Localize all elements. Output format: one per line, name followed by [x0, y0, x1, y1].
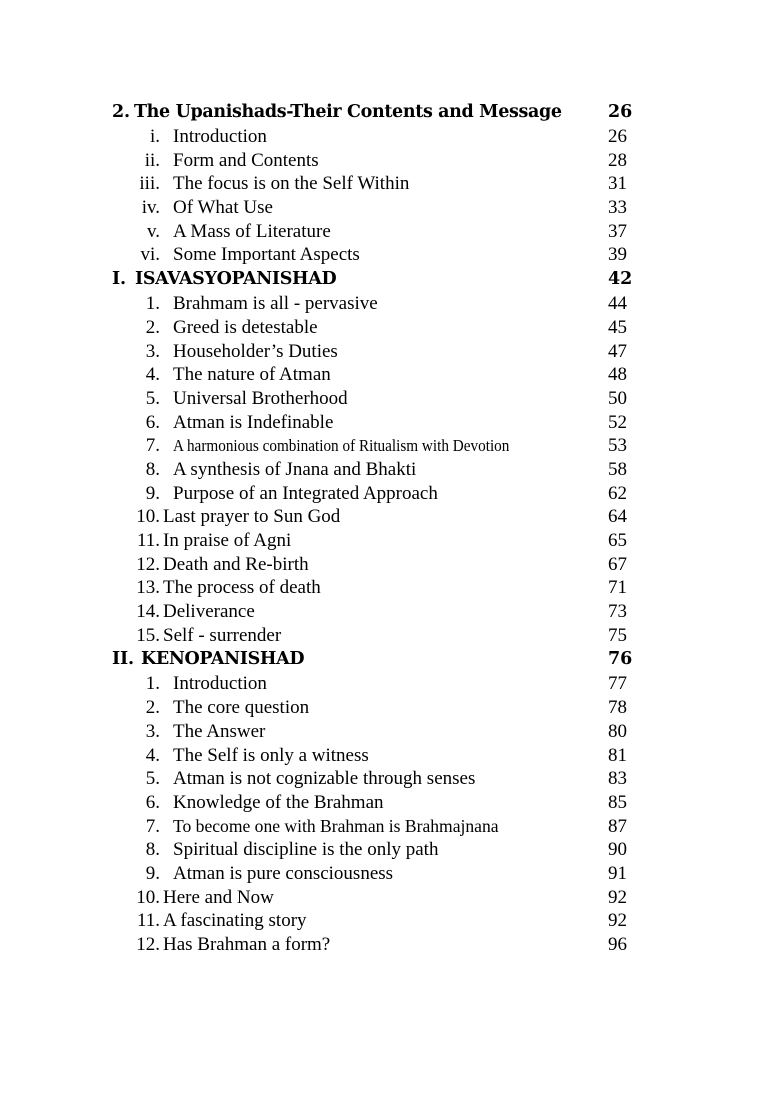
entry-number: 12. — [136, 553, 160, 575]
entry-label: Greed is detestable — [173, 316, 318, 338]
entry-number: 1. — [145, 293, 160, 315]
toc-entry[interactable] — [112, 553, 672, 577]
entry-label: A harmonious combination of Ritualism with Devotion — [173, 436, 510, 456]
entry-number: 11. — [136, 530, 160, 551]
entry-label: Has Brahman a form? — [163, 934, 331, 955]
toc-entry[interactable] — [112, 363, 672, 387]
section-page-number: 76 — [608, 649, 633, 670]
toc-section-heading[interactable] — [112, 647, 672, 672]
toc-entry[interactable] — [112, 529, 672, 553]
entry-label: The core question — [173, 697, 310, 719]
entry-page-number: 45 — [608, 316, 627, 338]
entry-number: v. — [146, 220, 160, 242]
entry-label: Here and Now — [163, 886, 274, 908]
toc-entry[interactable] — [112, 909, 672, 933]
entry-label: Universal Brotherhood — [173, 387, 348, 409]
entry-page-number: 58 — [608, 458, 627, 480]
section-title: ISAVASYOPANISHAD — [135, 269, 337, 290]
entry-label: Self - surrender — [163, 624, 282, 646]
entry-page-number: 26 — [608, 126, 627, 147]
entry-page-number: 64 — [608, 506, 627, 528]
toc-entry[interactable] — [112, 125, 672, 149]
entry-label: Purpose of an Integrated Approach — [173, 482, 438, 504]
entry-page-number: 96 — [608, 934, 627, 955]
entry-number: 15. — [136, 624, 160, 646]
entry-label: Atman is pure consciousness — [173, 862, 394, 884]
toc-entry[interactable] — [112, 292, 672, 316]
entry-page-number: 62 — [608, 482, 627, 504]
toc-section — [112, 267, 672, 647]
entry-page-number: 78 — [608, 697, 627, 719]
entry-number: 4. — [145, 364, 160, 386]
entry-label: The focus is on the Self Within — [173, 173, 410, 195]
entry-page-number: 80 — [608, 720, 627, 742]
entry-label: Introduction — [173, 126, 267, 147]
toc-entry[interactable] — [112, 767, 672, 791]
toc-entry[interactable] — [112, 172, 672, 196]
entry-number: 9. — [145, 482, 160, 504]
entry-label: Last prayer to Sun God — [163, 506, 341, 528]
entry-page-number: 33 — [608, 197, 627, 219]
entry-number: 8. — [145, 839, 160, 861]
toc-entry[interactable] — [112, 624, 672, 648]
entry-number: 11. — [136, 910, 160, 932]
entry-number: 9. — [145, 862, 160, 884]
entry-label: Of What Use — [173, 197, 273, 219]
entry-number: ii. — [144, 149, 160, 171]
toc-entry[interactable] — [112, 744, 672, 768]
entry-label: Introduction — [173, 673, 267, 695]
entry-number: 6. — [145, 791, 160, 813]
entry-number: 10. — [136, 506, 160, 528]
entry-page-number: 48 — [608, 364, 627, 386]
toc-entry[interactable] — [112, 196, 672, 220]
entry-page-number: 81 — [608, 744, 627, 766]
entry-number: iii. — [139, 173, 160, 195]
entry-number: 7. — [145, 815, 160, 837]
toc-entry[interactable] — [112, 933, 672, 957]
entry-page-number: 83 — [608, 768, 627, 790]
toc-entry[interactable] — [112, 576, 672, 600]
section-number: I. — [112, 269, 126, 290]
entry-number: 5. — [145, 768, 160, 790]
section-title: The Upanishads-Their Contents and Message — [134, 102, 562, 122]
entry-label: The Self is only a witness — [173, 744, 369, 766]
entry-number: 2. — [145, 697, 160, 719]
entry-page-number: 85 — [608, 791, 627, 813]
entry-page-number: 67 — [608, 553, 627, 575]
entry-label: Form and Contents — [173, 149, 319, 171]
entry-page-number: 87 — [608, 815, 627, 837]
toc-entry[interactable] — [112, 600, 672, 624]
section-page-number: 26 — [608, 102, 633, 122]
toc-entry[interactable] — [112, 149, 672, 173]
entry-page-number: 47 — [608, 340, 627, 362]
entry-page-number: 73 — [608, 601, 627, 623]
toc-entry[interactable] — [112, 791, 672, 815]
toc-section — [112, 647, 672, 956]
toc-entry[interactable] — [112, 886, 672, 910]
entry-label: A fascinating story — [163, 910, 307, 932]
entry-number: iv. — [141, 197, 160, 219]
entry-page-number: 39 — [608, 244, 627, 266]
toc-entry[interactable] — [112, 672, 672, 696]
toc-entry[interactable] — [112, 482, 672, 506]
entry-page-number: 31 — [608, 173, 627, 195]
entry-number: 8. — [145, 458, 160, 480]
entry-page-number: 65 — [608, 530, 627, 551]
toc-entry[interactable] — [112, 411, 672, 435]
entry-number: 6. — [145, 411, 160, 433]
entry-label: Deliverance — [163, 601, 255, 623]
section-number: 2. — [112, 102, 130, 122]
entry-label: Brahmam is all - pervasive — [173, 293, 378, 315]
toc-entry[interactable] — [112, 720, 672, 744]
entry-number: 14. — [136, 601, 160, 623]
entry-label: The process of death — [163, 577, 321, 599]
entry-label: Death and Re-birth — [163, 553, 309, 575]
entry-number: 1. — [145, 673, 160, 695]
entry-label: The Answer — [173, 720, 266, 742]
entry-label: Householder’s Duties — [173, 340, 338, 362]
entry-page-number: 28 — [608, 149, 627, 171]
entry-number: 7. — [145, 435, 160, 457]
toc-entry[interactable] — [112, 387, 672, 411]
toc-entry[interactable] — [112, 220, 672, 244]
toc-entry[interactable] — [112, 458, 672, 482]
section-page-number: 42 — [608, 269, 633, 290]
toc-entry[interactable] — [112, 243, 672, 267]
toc-section-heading[interactable] — [112, 267, 672, 292]
entry-number: 12. — [136, 934, 160, 955]
entry-label: To become one with Brahman is Brahmajnana — [173, 815, 499, 836]
toc-entry[interactable] — [112, 838, 672, 862]
entry-label: Atman is Indefinable — [173, 411, 334, 433]
entry-number: 3. — [145, 340, 160, 362]
entry-label: In praise of Agni — [163, 530, 292, 551]
entry-page-number: 50 — [608, 387, 627, 409]
entry-number: 10. — [136, 886, 160, 908]
toc-entry[interactable] — [112, 696, 672, 720]
entry-label: Some Important Aspects — [173, 244, 360, 266]
entry-number: 2. — [145, 316, 160, 338]
entry-number: vi. — [140, 244, 160, 266]
entry-page-number: 52 — [608, 411, 627, 433]
entry-number: 13. — [136, 577, 160, 599]
entry-label: Spiritual discipline is the only path — [173, 839, 439, 861]
entry-label: Knowledge of the Brahman — [173, 791, 384, 813]
entry-page-number: 75 — [608, 624, 627, 646]
toc-section-heading[interactable] — [112, 100, 672, 125]
entry-label: Atman is not cognizable through senses — [173, 768, 476, 790]
entry-page-number: 37 — [608, 220, 627, 242]
entry-number: i. — [149, 126, 160, 147]
entry-page-number: 53 — [608, 435, 627, 457]
entry-label: The nature of Atman — [173, 364, 331, 386]
toc-entry[interactable] — [112, 434, 672, 458]
toc-entry[interactable] — [112, 862, 672, 886]
entry-number: 4. — [145, 744, 160, 766]
entry-page-number: 44 — [608, 293, 627, 315]
entry-page-number: 71 — [608, 577, 627, 599]
entry-page-number: 92 — [608, 910, 627, 932]
entry-label: A Mass of Literature — [173, 220, 331, 242]
entry-number: 3. — [145, 720, 160, 742]
toc-entry[interactable] — [112, 316, 672, 340]
entry-number: 5. — [145, 387, 160, 409]
toc-entry[interactable] — [112, 815, 672, 839]
toc-section — [112, 100, 672, 267]
section-title: KENOPANISHAD — [141, 649, 305, 670]
toc-entry[interactable] — [112, 505, 672, 529]
entry-page-number: 77 — [608, 673, 627, 695]
entry-page-number: 91 — [608, 862, 627, 884]
table-of-contents — [112, 100, 672, 957]
entry-page-number: 90 — [608, 839, 627, 861]
toc-entry[interactable] — [112, 340, 672, 364]
entry-page-number: 92 — [608, 886, 627, 908]
entry-label: A synthesis of Jnana and Bhakti — [173, 458, 417, 480]
section-number: II. — [112, 649, 134, 670]
